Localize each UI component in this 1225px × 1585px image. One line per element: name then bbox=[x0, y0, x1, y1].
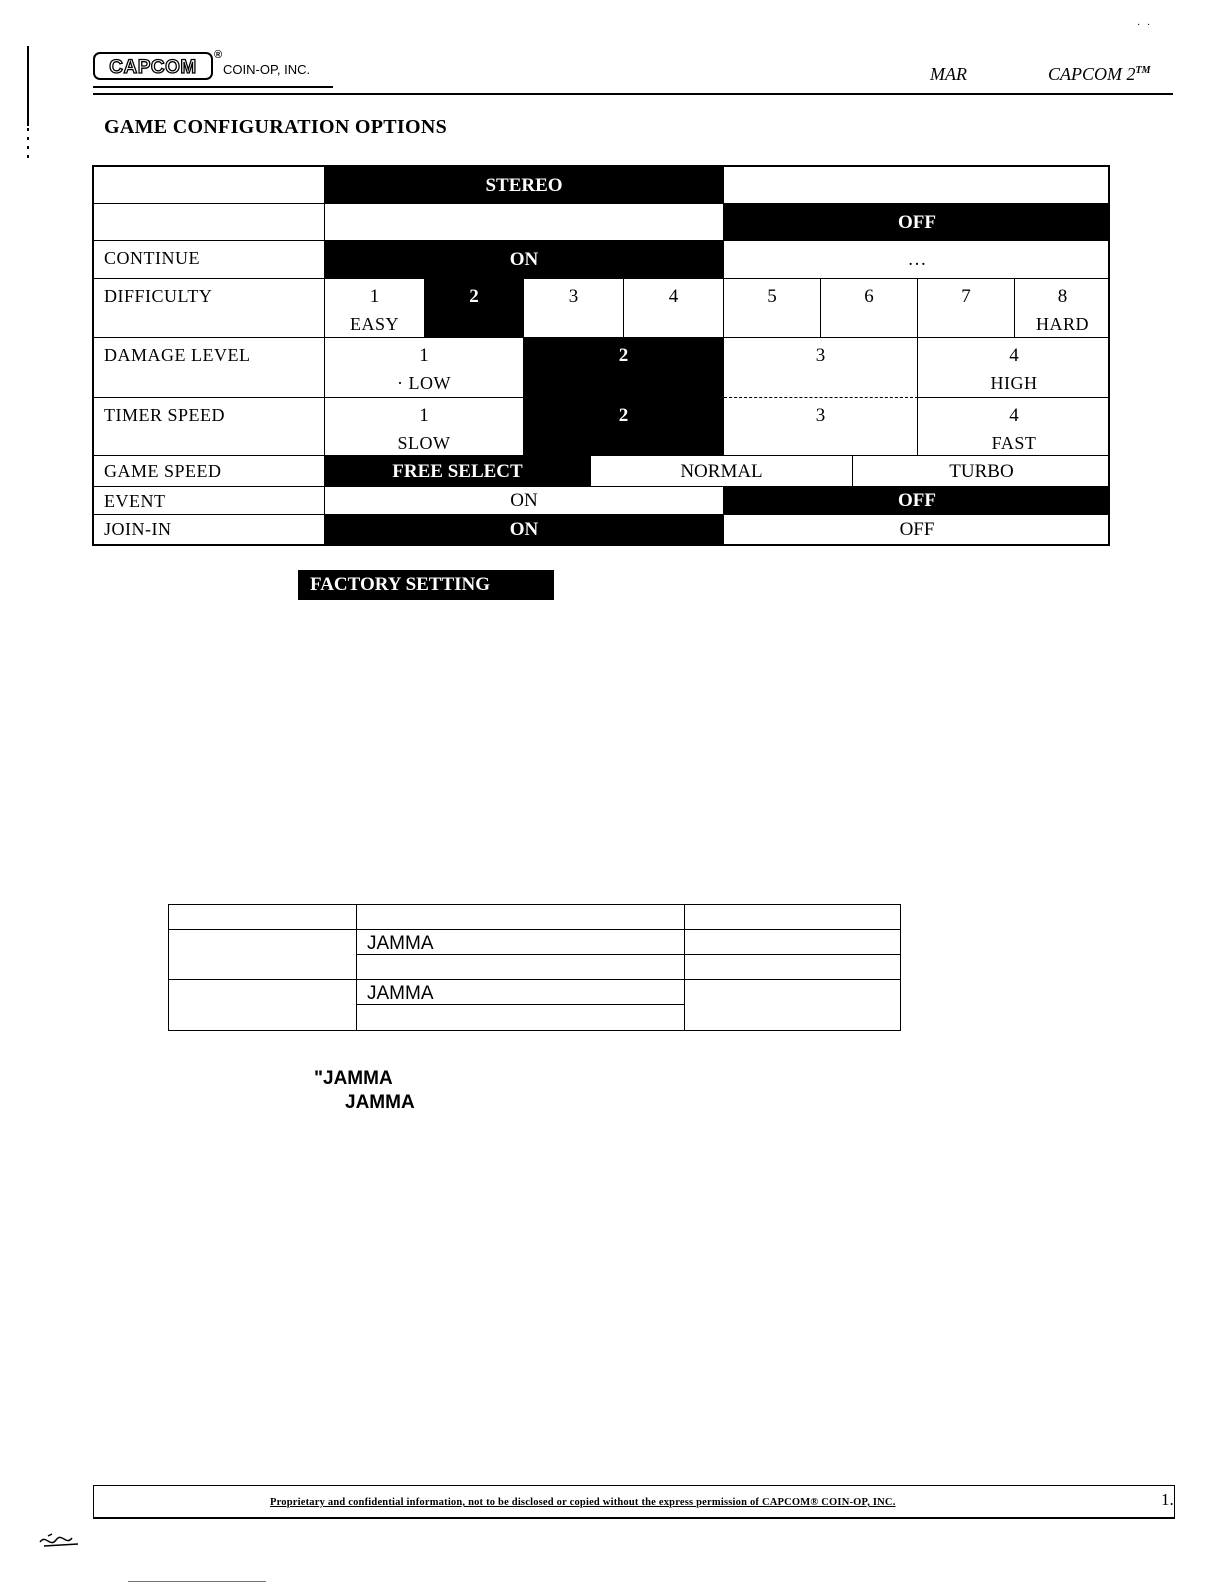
blue-underline bbox=[128, 1581, 266, 1582]
logo-text: CAPCOM bbox=[109, 57, 197, 78]
jamma-note-line-1: "JAMMA bbox=[314, 1068, 393, 1089]
low-label: · LOW bbox=[397, 373, 451, 393]
jamma-table-header-cell bbox=[169, 905, 357, 930]
continue-off: … bbox=[724, 241, 1110, 279]
jamma-note-line-2: JAMMA bbox=[345, 1092, 415, 1113]
event-label: EVENT bbox=[94, 487, 325, 515]
jamma-table-cell bbox=[169, 930, 357, 980]
difficulty-cell-6: 6 bbox=[821, 279, 918, 338]
timer-cell-4: 4 FAST bbox=[918, 398, 1110, 456]
jamma-table-cell bbox=[357, 955, 685, 980]
jamma-table-header-cell bbox=[685, 905, 900, 930]
game-speed-normal: NORMAL bbox=[591, 456, 853, 487]
jamma-table-cell bbox=[685, 980, 900, 1030]
timer-cell-2: 2 bbox=[524, 398, 724, 456]
difficulty-cell-3: 3 bbox=[524, 279, 624, 338]
config-table bbox=[92, 165, 1110, 546]
easy-label: EASY bbox=[349, 314, 399, 334]
difficulty-cell-2: 2 bbox=[425, 279, 524, 338]
config-cell bbox=[325, 204, 724, 241]
event-on: ON bbox=[325, 487, 724, 515]
capcom-logo bbox=[93, 52, 213, 80]
event-off: OFF bbox=[724, 487, 1110, 515]
jamma-cell-1: JAMMA bbox=[357, 930, 685, 955]
difficulty-cell-5: 5 bbox=[724, 279, 821, 338]
damage-cell-2: 2 bbox=[524, 338, 724, 398]
jamma-table-cell bbox=[685, 930, 900, 955]
config-row-label bbox=[94, 167, 325, 204]
jamma-table-cell bbox=[685, 955, 900, 980]
corner-mark: · · bbox=[1137, 20, 1153, 31]
config-cell bbox=[724, 167, 1110, 204]
damage-cell-1: 1 · LOW bbox=[325, 338, 524, 398]
timer-speed-label: TIMER SPEED bbox=[94, 398, 325, 456]
difficulty-cell-7: 7 bbox=[918, 279, 1015, 338]
difficulty-cell-8: 8 HARD bbox=[1015, 279, 1110, 338]
header-game-short: MAR bbox=[930, 64, 967, 84]
game-speed-label: GAME SPEED bbox=[94, 456, 325, 487]
game-speed-turbo: TURBO bbox=[853, 456, 1110, 487]
fast-label: FAST bbox=[991, 433, 1037, 453]
factory-setting-legend: FACTORY SETTING bbox=[298, 570, 554, 600]
page-title: GAME CONFIGURATION OPTIONS bbox=[104, 116, 448, 138]
registered-mark: ® bbox=[214, 49, 223, 61]
join-in-label: JOIN-IN bbox=[94, 515, 325, 544]
game-speed-free-select: FREE SELECT bbox=[325, 456, 591, 487]
logo-underline bbox=[93, 86, 333, 88]
page-number: 1. bbox=[1161, 1490, 1174, 1509]
jamma-table bbox=[168, 904, 901, 1031]
difficulty-cell-1: 1 EASY bbox=[325, 279, 425, 338]
difficulty-cell-4: 4 bbox=[624, 279, 724, 338]
hard-label: HARD bbox=[1035, 314, 1089, 334]
timer-cell-1: 1 SLOW bbox=[325, 398, 524, 456]
trademark-mark: TM bbox=[1135, 65, 1151, 76]
config-cell-stereo: STEREO bbox=[325, 167, 724, 204]
continue-on: ON bbox=[325, 241, 724, 279]
jamma-cell-2: JAMMA bbox=[357, 980, 685, 1005]
join-in-on: ON bbox=[325, 515, 724, 544]
jamma-table-cell bbox=[169, 980, 357, 1030]
damage-level-label: DAMAGE LEVEL bbox=[94, 338, 325, 398]
margin-dots bbox=[27, 128, 29, 162]
config-row-label bbox=[94, 204, 325, 241]
header-game-title: CAPCOM 2™ bbox=[1048, 64, 1151, 84]
config-cell-off: OFF bbox=[724, 204, 1110, 241]
damage-cell-4: 4 HIGH bbox=[918, 338, 1110, 398]
timer-cell-3: 3 bbox=[724, 398, 918, 456]
high-label: HIGH bbox=[990, 373, 1038, 393]
company-name: COIN-OP, INC. bbox=[223, 62, 311, 77]
slow-label: SLOW bbox=[397, 433, 451, 453]
jamma-table-header-cell bbox=[357, 905, 685, 930]
join-in-off: OFF bbox=[899, 519, 935, 540]
header-rule bbox=[93, 93, 1173, 95]
footer-disclaimer: Proprietary and confidential information, not to be disclosed or copied without the express permission of CAPCOM® COIN-OP, INC. bbox=[270, 1497, 896, 1508]
continue-label: CONTINUE bbox=[94, 241, 325, 279]
margin-rule bbox=[27, 46, 29, 126]
difficulty-label: DIFFICULTY bbox=[94, 279, 325, 338]
damage-cell-3: 3 bbox=[724, 338, 918, 398]
scan-artifact bbox=[38, 1528, 86, 1557]
jamma-table-cell bbox=[357, 1005, 685, 1030]
